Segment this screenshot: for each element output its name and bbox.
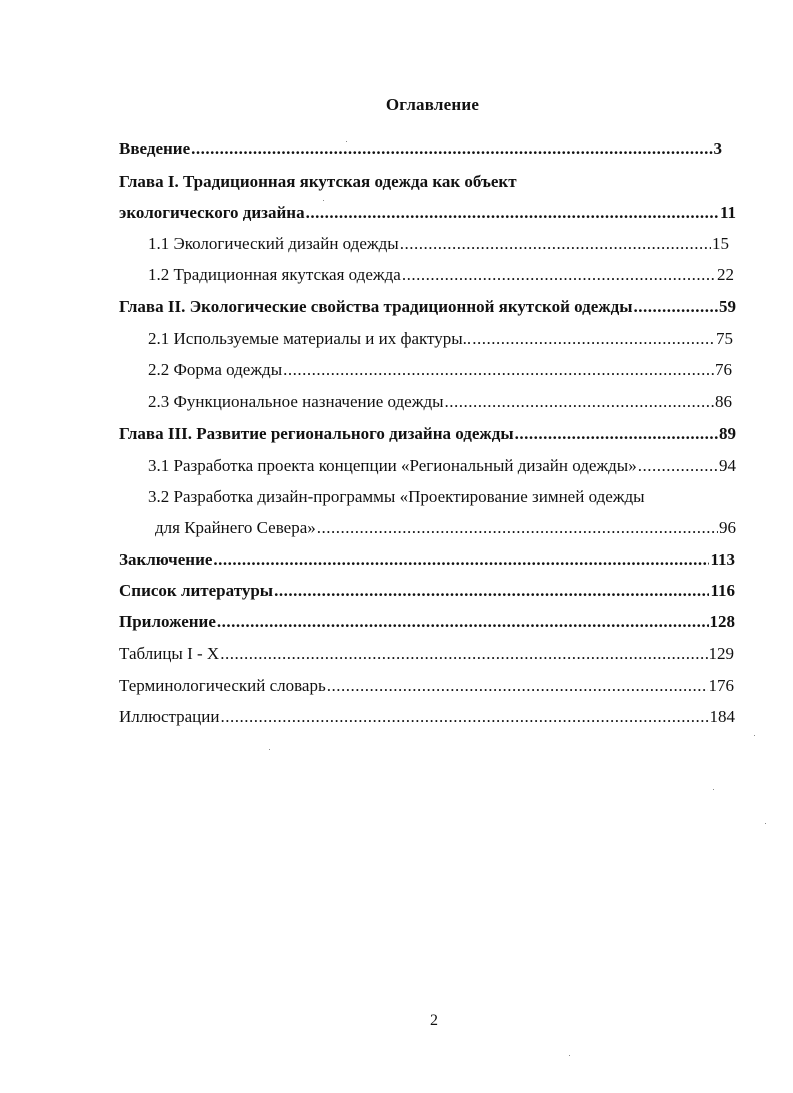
toc-entry-appendix[interactable] [119,611,735,633]
toc-entry-label: Таблицы I - X [119,644,220,663]
toc-entry-page: 86 [715,392,732,411]
toc-entry-page: 116 [710,581,735,600]
toc-entry-3-2[interactable] [155,517,736,539]
toc-entry-2-3[interactable] [148,391,732,413]
toc-entry-chapter2[interactable] [119,296,736,318]
toc-entry-page: 75 [716,329,733,348]
toc-entry-2-2[interactable] [148,359,732,381]
toc-leader-dots [213,549,709,571]
toc-entry-1-2[interactable] [148,264,734,286]
toc-leader-dots [445,391,714,413]
toc-leader-dots [327,675,708,697]
scan-speck [765,823,766,824]
toc-entry-page: 94 [719,456,736,475]
toc-entry-introduction[interactable] [119,138,722,160]
scan-speck [754,735,755,736]
toc-entry-glossary[interactable] [119,675,734,697]
scan-speck [323,200,324,201]
toc-leader-dots [472,328,715,350]
toc-entry-page: 96 [719,518,736,537]
page-number: 2 [430,1012,438,1029]
toc-entry-tables[interactable] [119,643,734,665]
toc-entry-label: Иллюстрации [119,707,220,726]
scan-speck [713,789,714,790]
toc-entry-conclusion[interactable] [119,549,735,571]
toc-leader-dots [317,517,718,539]
toc-title: Оглавление [385,95,480,114]
toc-entry-bibliography[interactable] [119,580,735,602]
toc-entry-page: 76 [715,360,732,379]
toc-entry-chapter1-line1: Глава I. Традиционная якутская одежда как объект [119,172,517,191]
toc-entry-label: Терминологический словарь [119,676,326,695]
toc-entry-page: 184 [709,707,735,726]
toc-leader-dots [220,706,708,728]
toc-leader-dots [191,138,712,160]
toc-entry-page: 129 [708,644,734,663]
toc-entry-label: экологического дизайна [119,203,305,222]
toc-leader-dots [306,202,719,224]
toc-leader-dots [634,296,719,318]
toc-entry-page: 128 [709,612,735,631]
toc-entry-chapter1[interactable] [119,202,736,224]
scan-speck [269,749,270,750]
toc-entry-label: 2.3 Функциональное назначение одежды [148,392,444,411]
scan-speck [569,1055,570,1056]
toc-entry-label: Глава III. Развитие регионального дизайна одежды [119,424,514,443]
toc-entry-label: для Крайнего Севера» [155,518,316,537]
toc-entry-label: 1.1 Экологический дизайн одежды [148,234,399,253]
toc-entry-label: 1.2 Традиционная якутская одежда [148,265,401,284]
toc-entry-page: 59 [719,297,736,316]
toc-leader-dots [638,455,718,477]
scan-speck [346,141,347,142]
toc-entry-1-1[interactable] [148,233,729,255]
toc-leader-dots [283,359,714,381]
toc-entry-page: 89 [719,424,736,443]
toc-leader-dots [515,423,718,445]
toc-leader-dots [220,643,707,665]
toc-entry-label: Список литературы [119,581,274,600]
toc-leader-dots [400,233,711,255]
toc-leader-dots [274,580,709,602]
toc-entry-page: 3 [713,139,722,158]
toc-entry-label: 2.2 Форма одежды [148,360,283,379]
toc-entry-label: 3.1 Разработка проекта концепции «Региональный дизайн одежды» [148,456,637,475]
toc-leader-dots [402,264,716,286]
toc-entry-label: Заключение [119,550,213,569]
toc-entry-page: 15 [712,234,729,253]
toc-entry-chapter3[interactable] [119,423,736,445]
toc-entry-page: 22 [717,265,734,284]
toc-entry-3-1[interactable] [148,455,736,477]
toc-entry-3-2-line1: 3.2 Разработка дизайн-программы «Проектирование зимней одежды [148,487,645,506]
toc-leader-dots [217,611,709,633]
toc-entry-label: 2.1 Используемые материалы и их фактуры.. [148,329,472,348]
toc-entry-label: Глава II. Экологические свойства традиционной якутской одежды [119,297,633,316]
toc-entry-page: 11 [719,203,736,222]
toc-entry-label: Приложение [119,612,216,631]
toc-entry-2-1[interactable] [148,328,733,350]
toc-entry-illustrations[interactable] [119,706,735,728]
toc-entry-label: Введение [119,139,191,158]
toc-entry-page: 113 [710,550,735,569]
toc-entry-page: 176 [708,676,734,695]
